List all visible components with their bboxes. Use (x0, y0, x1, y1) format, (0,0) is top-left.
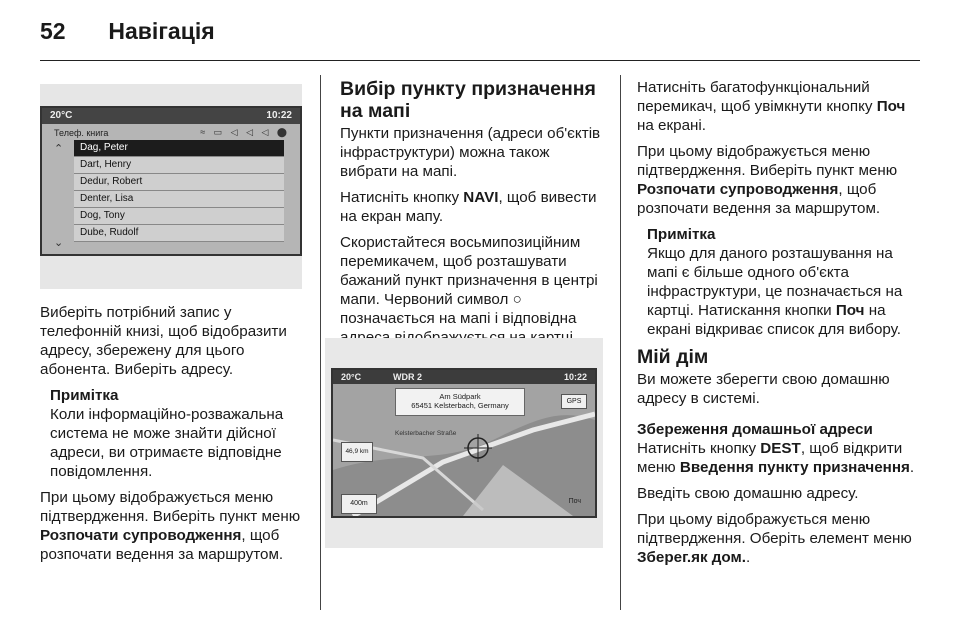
paragraph (40, 488, 308, 564)
contact-item[interactable]: Dedur, Robert (74, 174, 284, 191)
menu-item-name: Зберег.як дом. (637, 549, 746, 566)
note-text: Коли інформаційно-розважальна система не може знайти дійсної адреси, ви отримаєте відповідне повідомлення. (50, 406, 284, 480)
paragraph (637, 78, 921, 135)
section-heading: Мій дім (637, 346, 709, 368)
address-card (395, 388, 525, 416)
contact-list (74, 140, 284, 242)
note-title: Примітка (50, 387, 119, 404)
status-bar (42, 108, 300, 124)
note-text: на екрані відкриває список для вибору. (647, 302, 901, 338)
button-name: DEST (760, 440, 801, 457)
text-span: . (909, 459, 915, 476)
scroll-up-icon[interactable]: ⌃ (54, 143, 64, 155)
phonebook-title: Телеф. книга (54, 128, 109, 138)
status-station: WDR 2 (393, 372, 422, 382)
paragraph (637, 142, 921, 218)
status-bar (333, 370, 595, 384)
phonebook-figure (40, 84, 302, 289)
text-span: на екрані. (637, 117, 707, 134)
gps-button[interactable]: GPS (561, 394, 587, 409)
column-divider-2 (620, 75, 621, 610)
paragraph (340, 188, 610, 226)
speed-indicator: 46,9 km (341, 442, 373, 462)
street-label: Kelsterbacher Straße (395, 430, 457, 437)
paragraph: Пункти призначення (адреси об'єктів інфраструктури) можна також вибрати на мапі. (340, 125, 601, 180)
paragraph: Ви можете зберегти свою домашню адресу в системі. (637, 371, 890, 407)
address-street: Am Südpark (439, 392, 481, 401)
scale-indicator: 400m (341, 494, 377, 514)
note-block (50, 386, 308, 481)
menu-item-name: Розпочати супроводження (40, 527, 242, 544)
address-city: 65451 Kelsterbach, Germany (411, 401, 509, 410)
paragraph: Виберіть потрібний запис у телефонній книзі, щоб відобразити адресу, збережену для цього абонента. Виберіть адресу. (40, 304, 287, 378)
header-rule (40, 60, 920, 61)
button-name: NAVI (463, 189, 499, 206)
page-number: 52 (40, 18, 66, 44)
button-name: Поч (876, 98, 906, 115)
phonebook-screen (40, 106, 302, 256)
map-screen (331, 368, 597, 518)
text-span: При цьому відображується меню підтвердження. Виберіть пункт меню (637, 143, 898, 179)
section-heading: Вибір пункту призначення на мапі (340, 78, 596, 122)
text-span: . (745, 549, 751, 566)
page-header (40, 18, 215, 45)
contact-item[interactable]: Dart, Henry (74, 157, 284, 174)
contact-item[interactable]: Dube, Rudolf (74, 225, 284, 242)
text-span: Натисніть багатофункціональний перемикач, щоб увімкнути кнопку (637, 79, 877, 115)
status-time: 10:22 (563, 372, 587, 382)
status-temperature: 20°C (50, 110, 73, 121)
column-2 (340, 78, 610, 354)
column-3 (637, 78, 921, 574)
status-time: 10:22 (266, 110, 292, 121)
start-button[interactable]: Поч (568, 498, 581, 505)
menu-item-name: Розпочати супроводження (637, 181, 839, 198)
paragraph: Скористайтеся восьмипозиційним перемикачем, щоб розташувати бажаний пункт призначення в центрі мапи. Червоний символ ○ позначається на мапі і відповідна (340, 234, 598, 327)
note-title: Примітка (647, 226, 716, 243)
status-temperature: 20°C (341, 372, 362, 382)
status-icons: ≈ ▭ ◁ ◁ ◁ ⬤ (200, 127, 290, 137)
sub-heading: Збереження домашньої адреси (637, 421, 873, 438)
button-name: Поч (835, 302, 865, 319)
contact-item[interactable]: Dag, Peter (74, 140, 284, 157)
paragraph (637, 439, 921, 477)
text-span: , щоб розпочати ведення за маршрутом. (40, 527, 284, 563)
contact-item[interactable]: Denter, Lisa (74, 191, 284, 208)
map-figure (325, 338, 603, 548)
paragraph: Введіть свою домашню адресу. (637, 485, 859, 502)
note-text: Якщо для даного розташування на мапі є більше одного об'єкта інфраструктури, це позначається на картці. Натискання кнопки (647, 245, 903, 319)
page-title: Навігація (108, 18, 215, 44)
column-divider-1 (320, 75, 321, 610)
contact-item[interactable]: Dog, Tony (74, 208, 284, 225)
note-block (647, 225, 921, 339)
text-span: При цьому відображується меню підтвердження. Виберіть пункт меню (40, 489, 301, 525)
text-span: При цьому відображується меню підтвердження. Оберіть елемент меню (637, 511, 912, 547)
text-span: Натисніть кнопку (637, 440, 761, 457)
text-span: , щоб розпочати ведення за маршрутом. (637, 181, 881, 217)
text-span: , щоб вивести на екран мапу. (340, 189, 597, 225)
text-span: , щоб відкрити меню (637, 440, 903, 476)
column-1 (40, 303, 308, 571)
scroll-down-icon[interactable]: ⌄ (54, 237, 64, 249)
paragraph (637, 510, 921, 567)
menu-name: Введення пункту призначення (679, 459, 910, 476)
text-span: Натисніть кнопку (340, 189, 464, 206)
